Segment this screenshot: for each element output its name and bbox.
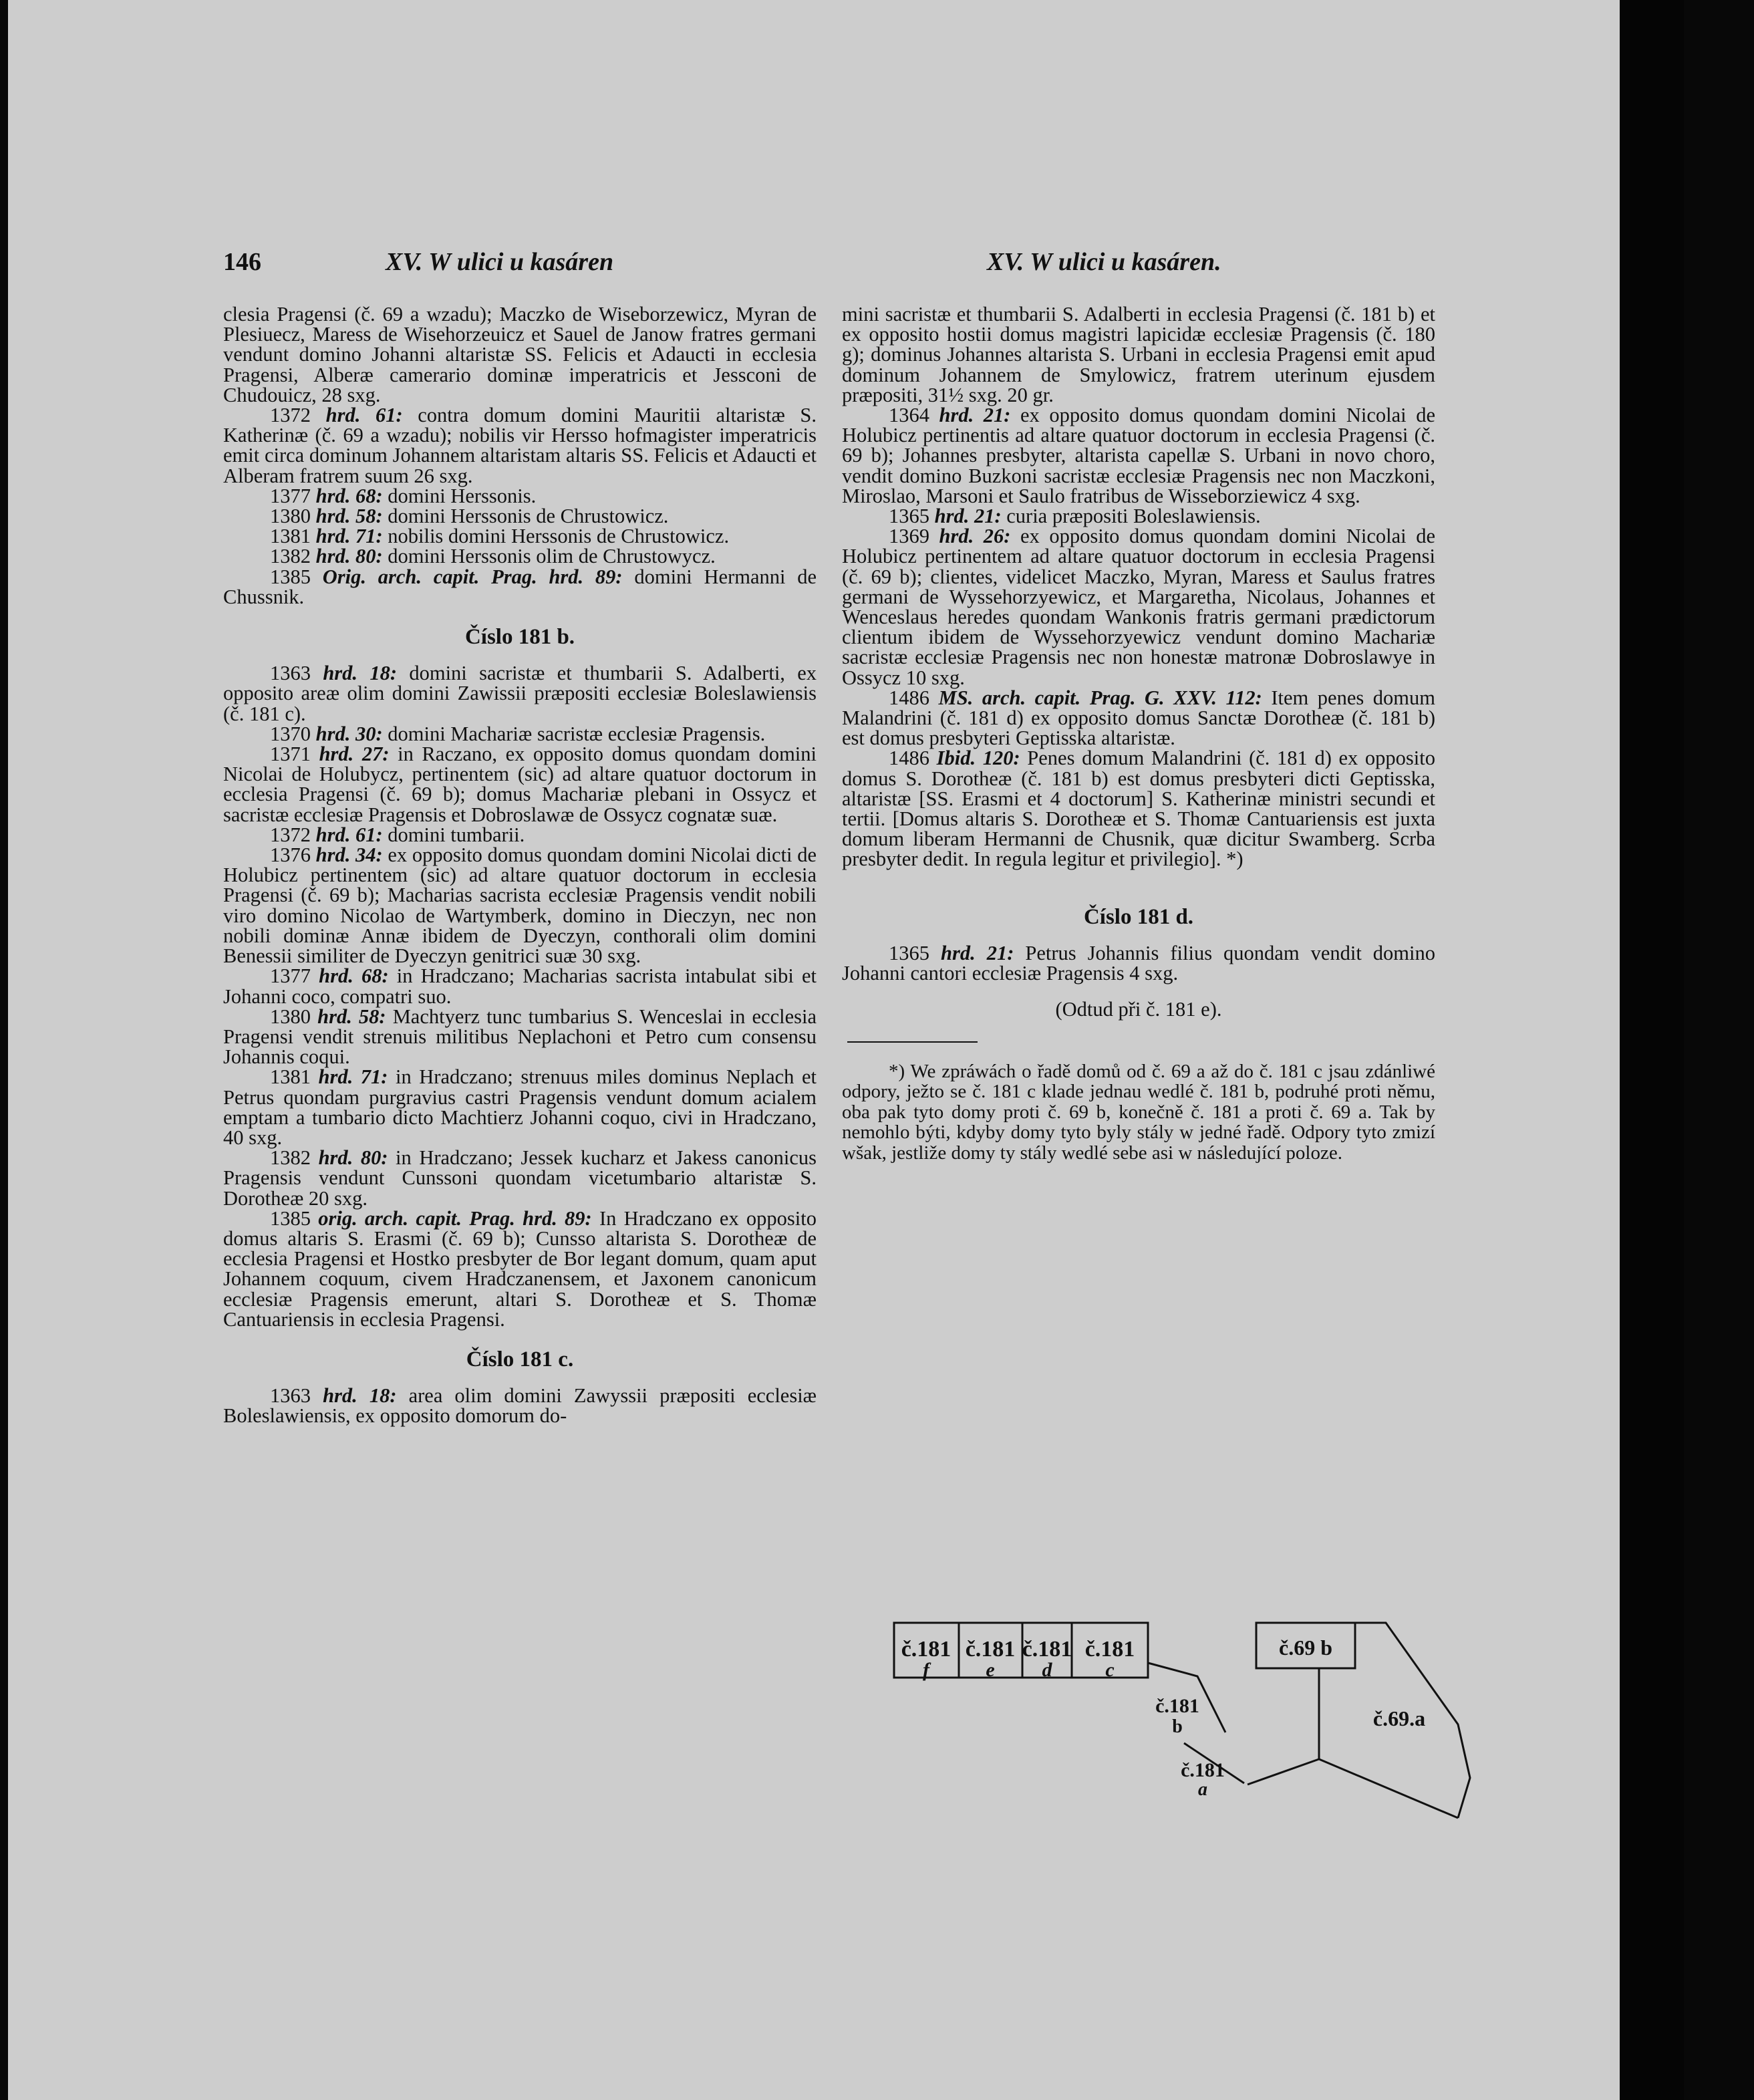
entry-text: nobilis domini Herssonis de Chrustowicz. bbox=[388, 525, 730, 548]
left-entries-c bbox=[223, 1386, 817, 1426]
label-69b: č.69 b bbox=[1279, 1635, 1332, 1660]
entry-reference: hrd. 21: bbox=[941, 941, 1014, 964]
entry-year: 1377 bbox=[270, 484, 311, 507]
entry-text: In Hradczano ex opposito domus altaris S. Erasmi (č. 69 b); Cunsso altarista S. Dorotheæ de ecclesia Pragensi et Hostko presbyter de Bor legant domum, quam aput Johannem coquum, civem Hradczanensem, et Jaxonem canonicum ecclesiæ Pragensis emerunt, altari S. Dorotheæ et S. Thomæ Cantuariensis in ecclesia Pragensi. bbox=[223, 1206, 817, 1331]
entry-year: 1372 bbox=[270, 823, 311, 846]
entry-year: 1363 bbox=[270, 1384, 311, 1408]
entry-text: ex opposito domus quondam domini Nicolai dicti de Holubicz pertinentem (sic) ad altare quatuor doctorum in ecclesia Pragensi (č. 69 b); Macharias sacrista ecclesiæ Pragensis vendit nobili viro domino Nicolao de Wartymberk, domino in Dieczyn, nec non nobili dominæ Annæ ibidem de Dyeczyn, conthorali olim domini Benessii similiter de Dyeczyn genitrici suæ 30 sxg. bbox=[223, 843, 817, 968]
entry-text: in Hradczano; strenuus miles dominus Neplach et Petrus quondam purgravius castri Pragensis vendunt domum acialem emptam a tumbario dicto Machtierz Johanni coquo, civi in Hradczano, 40 sxg. bbox=[223, 1065, 817, 1149]
entry-text: contra domum domini Mauritii altaristæ S. Katherinæ (č. 69 a wzadu); nobilis vir Hersso hofmagister imperatricis emit circa dominum Johannem altaristam altaris SS. Felicis et Adaucti et Alberam fratrem suum 26 sxg. bbox=[223, 404, 817, 487]
junction-left bbox=[1248, 1759, 1319, 1785]
entry-paragraph bbox=[223, 744, 817, 825]
entry-year: 1381 bbox=[270, 525, 311, 548]
entry-text: ex opposito domus quondam domini Nicolai de Holubicz pertinentis ad altare quatuor doctorum in ecclesia Pragensi (č. 69 b); Johannes presbyter, altarista capellæ S. Urbani in novo choro, vendit domino Buzkoni sacristæ ecclesiæ Pragensis nec non Maczkoni, Miroslao, Marsoni et Saulo fratribus de Wisseborziewicz 4 sxg. bbox=[842, 404, 1435, 507]
entry-reference: hrd. 27: bbox=[319, 743, 390, 766]
entry-paragraph bbox=[223, 567, 817, 607]
running-head-left: XV. W ulici u kasáren bbox=[386, 248, 614, 276]
right-intro-paragraph: mini sacristæ et thumbarii S. Adalberti in ecclesia Pragensi (č. 181 b) et ex opposito hostii domus magistri lapicidæ ecclesiæ Pragensis (č. 180 g); dominus Johannes altarista S. Urbani in ecclesia Pragensi emit apud dominum Johannem de Smylowicz, fratrem uterinum ejusdem præpositi, 31½ sxg. 20 gr. bbox=[842, 303, 1435, 406]
entry-text: in Hradczano; Jessek kucharz et Jakess canonicus Pragensis vendunt Cunssoni quondam vicetumbario altaristæ S. Dorotheæ 20 sxg. bbox=[223, 1146, 817, 1210]
label-c: c bbox=[1105, 1659, 1115, 1681]
entry-text: in Hradczano; Macharias sacrista intabulat sibi et Johanni coco, compatri suo. bbox=[223, 964, 817, 1008]
entry-reference: Ibid. 120: bbox=[936, 747, 1020, 770]
entry-text: Penes domum Malandrini (č. 181 d) ex opposito domus S. Dorotheæ (č. 181 b) est domus presbyteri dicti Geptisska, altaristæ [SS. Erasmi et 4 doctorum] S. Katherinæ ministri secundi et tertii. [Domus altaris S. Dorotheæ et S. Thomæ Cantuariensis est juxta domum liberam Hermanni de Chusnik, quæ dicitur Swamberg. Scrba presbyter dedit. In regula legitur et privilegio]. *) bbox=[842, 747, 1435, 871]
entry-text: in Raczano, ex opposito domus quondam domini Nicolai de Holubycz, pertinentem (sic) ad altare quatuor doctorum in ecclesia Pragensi (č. 69 b); domus Machariæ plebani in Ossycz et sacristæ ecclesiæ Pragensis et Dobroslawæ de Ossycz cognatæ suæ. bbox=[223, 743, 817, 826]
entry-paragraph bbox=[223, 546, 817, 566]
entry-reference: hrd. 21: bbox=[939, 404, 1011, 427]
entry-text: domini sacristæ et thumbarii S. Adalberti, ex opposito areæ olim domini Zawissii præpositi ecclesiæ Boleslawiensis (č. 181 c). bbox=[223, 662, 817, 725]
entry-year: 1486 bbox=[889, 686, 929, 709]
entry-year: 1385 bbox=[270, 565, 311, 588]
entry-reference: hrd. 30: bbox=[315, 722, 383, 745]
left-entries-b bbox=[223, 663, 817, 1329]
entry-year: 1365 bbox=[889, 505, 929, 528]
entry-year: 1371 bbox=[270, 743, 311, 766]
entry-reference: hrd. 71: bbox=[318, 1065, 388, 1089]
entry-paragraph bbox=[842, 943, 1435, 983]
entry-paragraph bbox=[223, 1386, 817, 1426]
entry-reference: hrd. 71: bbox=[315, 525, 383, 548]
heading-181b: Číslo 181 b. bbox=[464, 625, 575, 650]
entry-text: area olim domini Zawyssii præpositi ecclesiæ Boleslawiensis, ex opposito domorum do- bbox=[223, 1384, 817, 1428]
running-head-right: XV. W ulici u kasáren. bbox=[987, 248, 1221, 276]
entry-reference: Orig. arch. capit. Prag. hrd. 89: bbox=[322, 565, 623, 588]
label-181c: č.181 bbox=[1084, 1637, 1135, 1662]
house-position-diagram bbox=[883, 1617, 1485, 1838]
entry-paragraph bbox=[223, 1208, 817, 1329]
page-edge bbox=[1620, 0, 1684, 2100]
entry-year: 1376 bbox=[270, 843, 311, 867]
label-d: d bbox=[1042, 1659, 1052, 1681]
entry-reference: hrd. 68: bbox=[319, 964, 389, 988]
right-entries-d bbox=[842, 943, 1435, 983]
entry-text: domini Hermanni de Chussnik. bbox=[223, 565, 817, 608]
entry-paragraph bbox=[842, 748, 1435, 869]
entry-year: 1382 bbox=[270, 545, 311, 568]
entry-text: domini tumbarii. bbox=[388, 823, 525, 846]
entry-text: ex opposito domus quondam domini Nicolai de Holubicz pertinentem ad altare quatuor doctorum in ecclesia Pragensi (č. 69 b); clientes, videlicet Maczko, Myran, Maress et Saulus fratres germani de Wyssehorzyewicz, et Margaretha, Nicolaus, Johannes et Wenceslaus heredes quondam Wankonis fratris germani prædictorum clientum ibidem de Wyssehorzyewicz vendunt domino Machariæ sacristæ ecclesiæ Pragensis nec non honestæ matronæ Dobroslawye in Ossycz 10 sxg. bbox=[842, 525, 1435, 689]
entry-reference: hrd. 80: bbox=[315, 545, 383, 568]
odtud-note: (Odtud při č. 181 e). bbox=[1055, 998, 1222, 1021]
entry-paragraph bbox=[223, 825, 817, 845]
label-181a: č.181 bbox=[1181, 1759, 1225, 1781]
footnote: *) We zpráwách o řadě domů od č. 69 a až do č. 181 c jsau zdánliwé odpory, ježto se č. 181 c klade jednau wedlé č. 181 b, podruhé proti němu, oba pak tyto domy proti č. 69 b, konečně č. 181 a proti č. 69 a. Tak by nemohlo býti, kdyby domy tyto byly stály w jedné řadě. Odpory tyto zmizí wšak, jestliže domy ty stály wedlé sebe asi w následující poloze. bbox=[842, 1060, 1435, 1164]
entry-paragraph bbox=[223, 1067, 817, 1148]
entry-year: 1363 bbox=[270, 662, 311, 685]
entry-text: domini Machariæ sacristæ ecclesiæ Pragensis. bbox=[388, 722, 766, 745]
entry-paragraph bbox=[223, 405, 817, 486]
entry-text: domini Herssonis. bbox=[388, 484, 537, 507]
entry-paragraph bbox=[223, 663, 817, 724]
entry-year: 1365 bbox=[889, 941, 929, 964]
entry-text: domini Herssonis de Chrustowicz. bbox=[388, 505, 669, 528]
entry-paragraph bbox=[223, 486, 817, 506]
entry-reference: hrd. 80: bbox=[318, 1146, 388, 1170]
entry-year: 1486 bbox=[889, 747, 929, 770]
label-e: e bbox=[986, 1659, 995, 1681]
entry-paragraph bbox=[223, 1007, 817, 1067]
entry-year: 1380 bbox=[270, 1005, 311, 1028]
entry-year: 1380 bbox=[270, 505, 311, 528]
entry-reference: hrd. 34: bbox=[315, 843, 383, 867]
entry-paragraph bbox=[223, 526, 817, 546]
entry-paragraph bbox=[842, 405, 1435, 506]
entry-year: 1385 bbox=[270, 1206, 311, 1230]
label-181f: č.181 bbox=[901, 1637, 952, 1662]
right-entries bbox=[842, 405, 1435, 870]
label-f: f bbox=[923, 1659, 929, 1681]
footnote-divider bbox=[847, 1041, 978, 1043]
entry-paragraph bbox=[223, 966, 817, 1006]
junction-right bbox=[1319, 1759, 1458, 1818]
entry-reference: hrd. 68: bbox=[315, 484, 383, 507]
entry-paragraph bbox=[842, 506, 1435, 526]
entry-year: 1381 bbox=[270, 1065, 311, 1089]
entry-reference: hrd. 26: bbox=[939, 525, 1011, 548]
entry-paragraph bbox=[842, 526, 1435, 688]
entry-reference: hrd. 58: bbox=[315, 505, 383, 528]
entry-year: 1377 bbox=[270, 964, 311, 988]
entry-year: 1382 bbox=[270, 1146, 311, 1170]
entry-reference: MS. arch. capit. Prag. G. XXV. 112: bbox=[938, 686, 1262, 709]
entry-year: 1372 bbox=[270, 404, 311, 427]
entry-year: 1364 bbox=[889, 404, 929, 427]
right-column bbox=[842, 304, 1435, 1163]
entry-year: 1370 bbox=[270, 722, 311, 745]
entry-reference: hrd. 21: bbox=[934, 505, 1002, 528]
page-number: 146 bbox=[223, 248, 261, 276]
heading-181d: Číslo 181 d. bbox=[1083, 904, 1194, 929]
entry-reference: hrd. 18: bbox=[323, 1384, 397, 1408]
label-181d: č.181 bbox=[1022, 1637, 1072, 1662]
label-b: b bbox=[1172, 1716, 1183, 1737]
entry-text: domini Herssonis olim de Chrustowycz. bbox=[388, 545, 716, 568]
entry-reference: orig. arch. capit. Prag. hrd. 89: bbox=[318, 1206, 592, 1230]
scanned-page bbox=[8, 0, 1684, 2100]
left-column bbox=[223, 304, 817, 1426]
entry-reference: hrd. 61: bbox=[315, 823, 383, 846]
label-a: a bbox=[1198, 1779, 1207, 1800]
label-181b: č.181 bbox=[1155, 1695, 1199, 1717]
left-entries-a bbox=[223, 405, 817, 607]
entry-paragraph bbox=[223, 724, 817, 744]
label-181e: č.181 bbox=[965, 1637, 1016, 1662]
left-intro-paragraph: clesia Pragensi (č. 69 a wzadu); Maczko de Wiseborzewicz, Myran de Plesiuecz, Maress de Wisehorzeuicz et Sauel de Janow fratres germani vendunt domino Johanni altaristæ SS. Felicis et Adaucti in ecclesia Pragensi, Alberæ camerario dominæ imperatricis et Jessconi de Chudouicz, 28 sxg. bbox=[223, 303, 817, 406]
label-69a: č.69.a bbox=[1372, 1706, 1426, 1730]
entry-paragraph bbox=[223, 1148, 817, 1208]
entry-text: curia præpositi Boleslawiensis. bbox=[1006, 505, 1261, 528]
entry-text: Item penes domum Malandrini (č. 181 d) ex opposito domus Sanctæ Dorotheæ (č. 181 b) est domus presbyteri Geptisska altaristæ. bbox=[842, 686, 1436, 750]
entry-paragraph bbox=[223, 845, 817, 966]
entry-reference: hrd. 61: bbox=[325, 404, 403, 427]
entry-paragraph bbox=[223, 506, 817, 526]
entry-text: Machtyerz tunc tumbarius S. Wenceslai in ecclesia Pragensi vendit strenuis militibus Neplachoni et Petro cum consensu Johannis coqui. bbox=[223, 1005, 817, 1069]
entry-year: 1369 bbox=[889, 525, 929, 548]
entry-reference: hrd. 18: bbox=[323, 662, 398, 685]
entry-text: Petrus Johannis filius quondam vendit domino Johanni cantori ecclesiæ Pragensis 4 sxg. bbox=[842, 941, 1435, 985]
heading-181c: Číslo 181 c. bbox=[466, 1347, 574, 1371]
entry-paragraph bbox=[842, 688, 1435, 749]
entry-reference: hrd. 58: bbox=[317, 1005, 386, 1028]
